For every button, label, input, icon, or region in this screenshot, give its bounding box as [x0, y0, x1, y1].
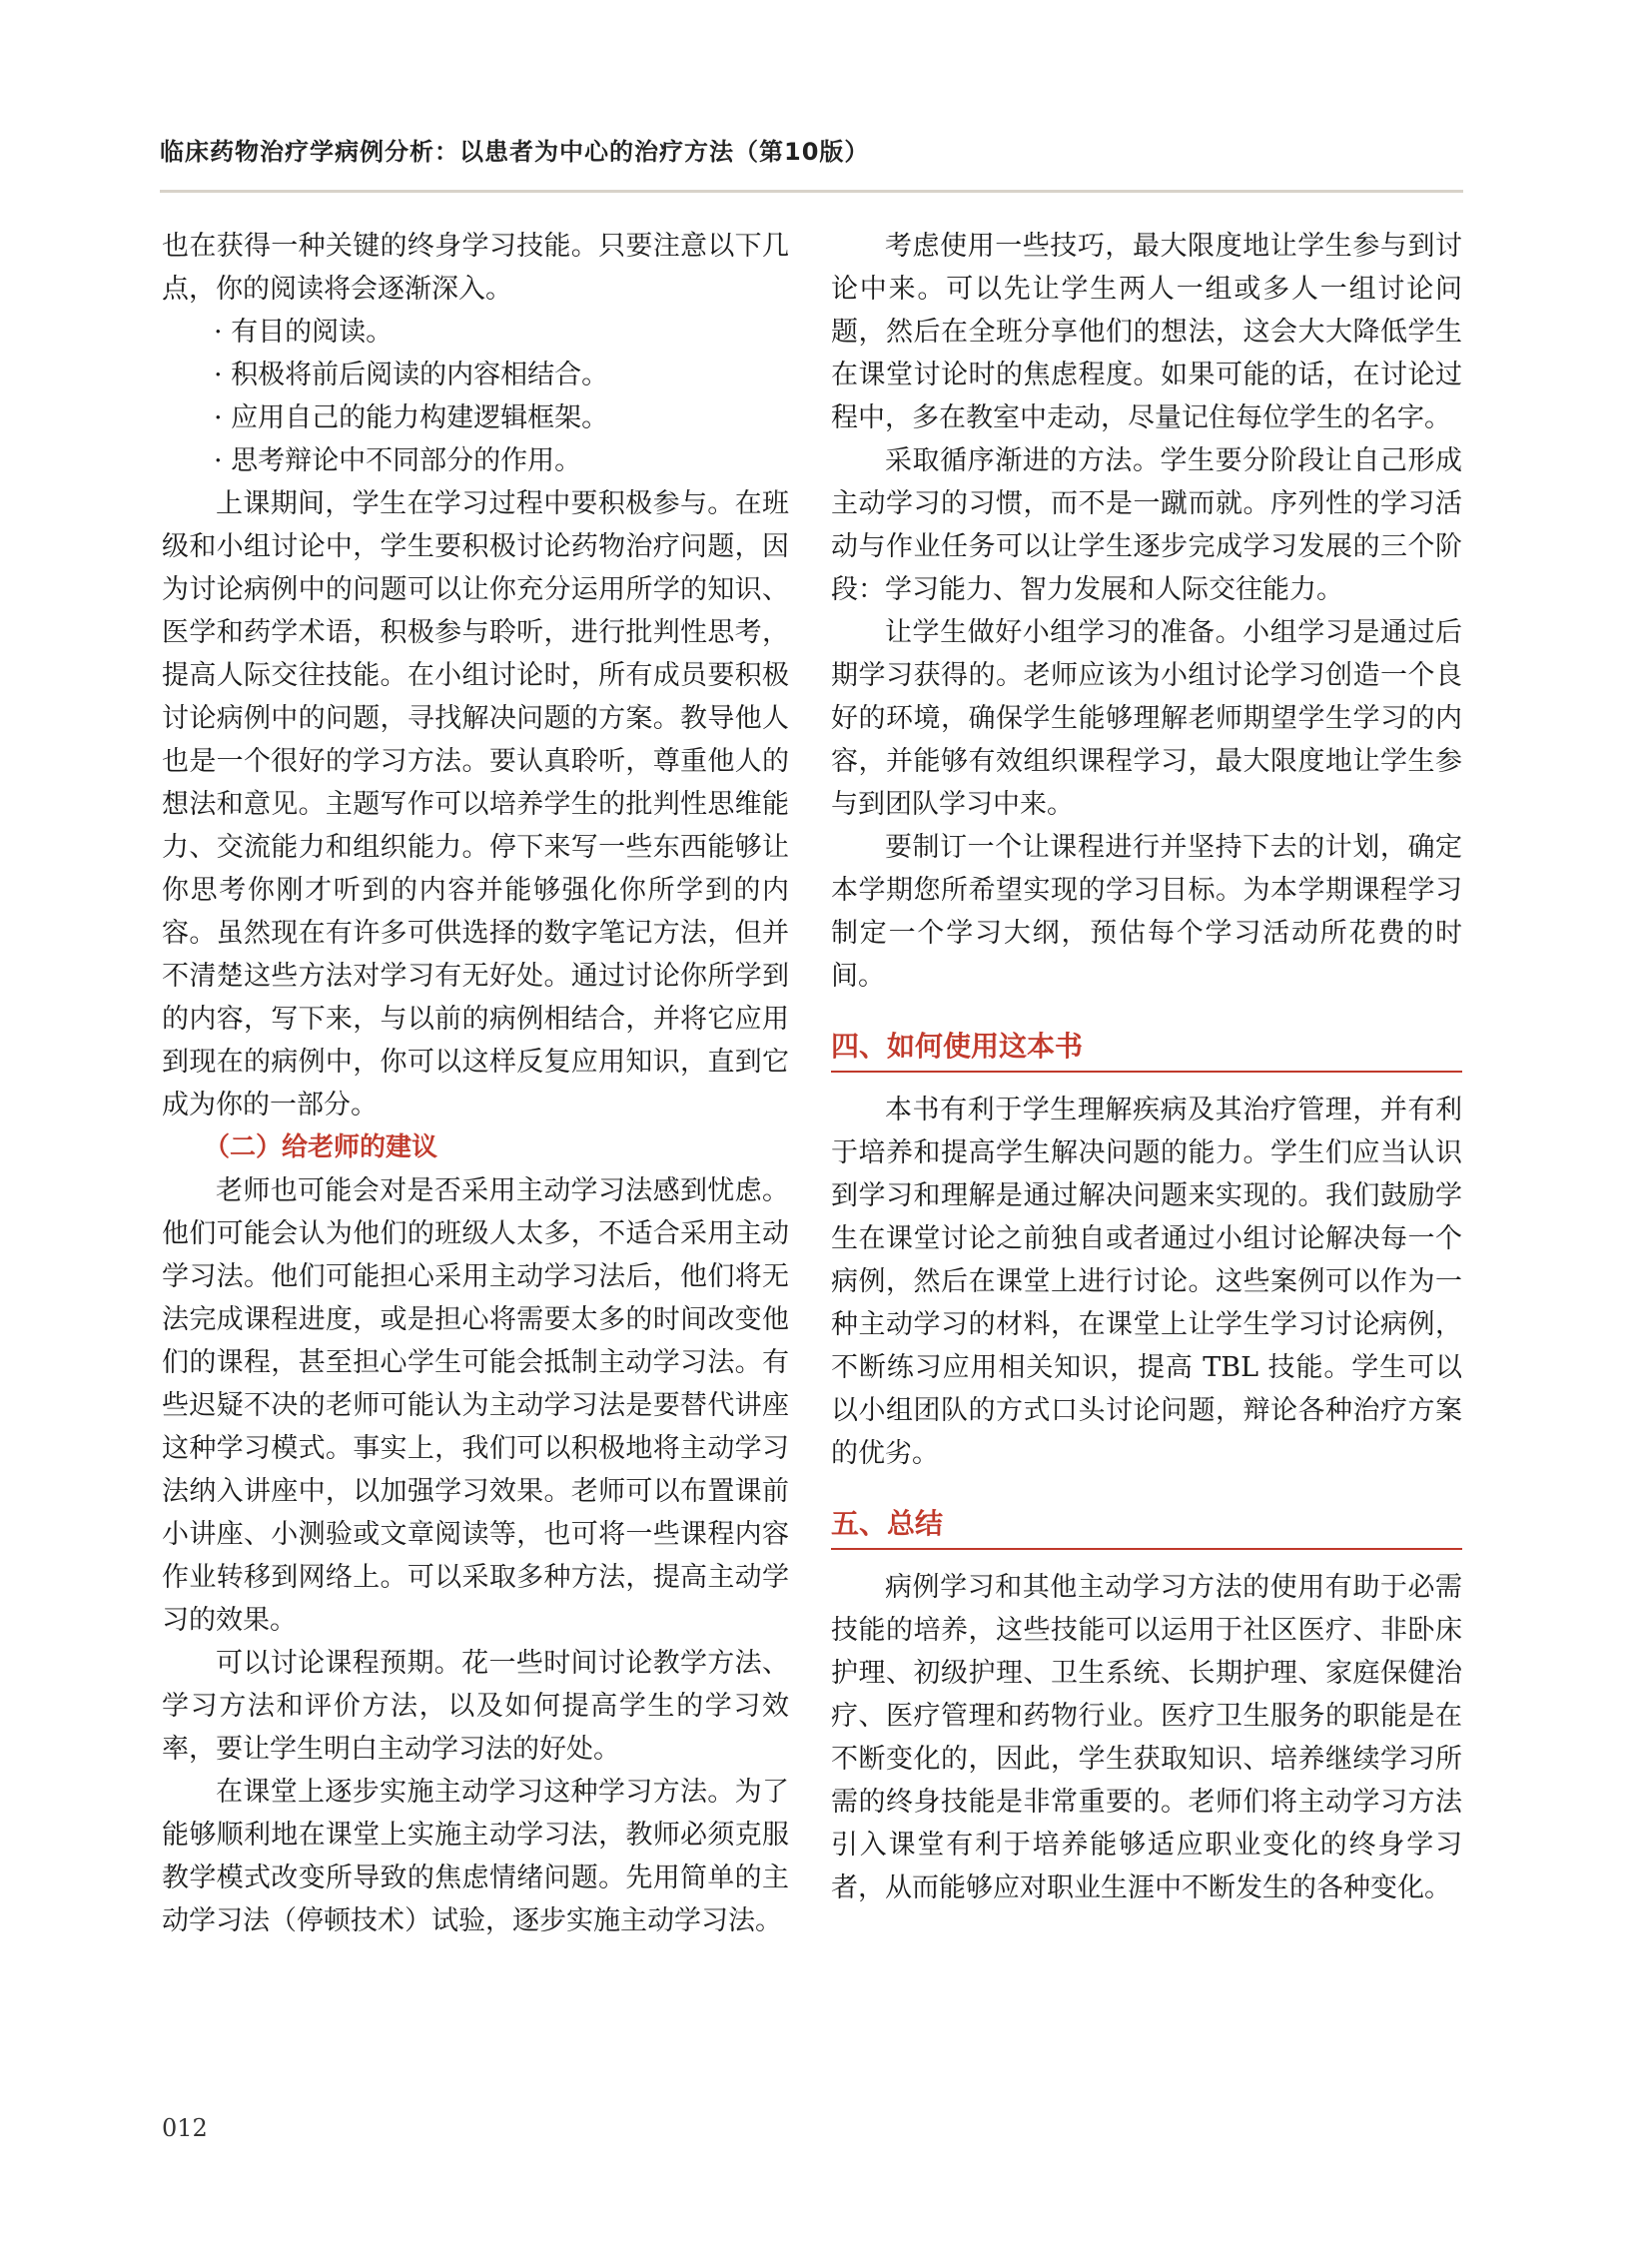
summary-paragraph: 病例学习和其他主动学习方法的使用有助于必需技能的培养，这些技能可以运用于社区医疗、非卧床护理、初级护理、卫生系统、长期护理、家庭保健治疗、医疗管理和药物行业。医疗卫生服务的职能是在不断变化的，因此，学生获取知识、培养继续学习所需的终身技能是非常重要的。老师们将主动学习方法引入课堂有利于培养能够适应职业变化的终身学习者，从而能够应对职业生涯中不断发生的各种变化。: [831, 1572, 1462, 1903]
teacher-advice-subheading: （二）给老师的建议: [204, 1132, 438, 1162]
section-5-heading: [831, 1503, 1462, 1550]
header-divider: [160, 190, 1463, 193]
engagement-tips-paragraph: 考虑使用一些技巧，最大限度地让学生参与到讨论中来。可以先让学生两人一组或多人一组讨论问题，然后在全班分享他们的想法，这会大大降低学生在课堂讨论时的焦虑程度。如果可能的话，在讨论过程中，多在教室中走动，尽量记住每位学生的名字。: [831, 231, 1462, 433]
list-item: · 有目的阅读。: [214, 311, 789, 354]
page-number: 012: [162, 2114, 208, 2142]
list-item: · 思考辩论中不同部分的作用。: [214, 439, 789, 482]
reading-tips-list: [162, 311, 789, 482]
course-expectation-paragraph: 可以讨论课程预期。花一些时间讨论教学方法、学习方法和评价方法，以及如何提高学生的学习效率，要让学生明白主动学习法的好处。: [162, 1648, 789, 1765]
course-plan-paragraph: 要制订一个让课程进行并坚持下去的计划，确定本学期您所希望实现的学习目标。为本学期课程学习制定一个学习大纲，预估每个学习活动所花费的时间。: [831, 832, 1462, 992]
list-item: · 积极将前后阅读的内容相结合。: [214, 354, 789, 396]
intro-paragraph: 也在获得一种关键的终身学习技能。只要注意以下几点，你的阅读将会逐渐深入。: [162, 231, 789, 305]
section-4-title: 四、如何使用这本书: [831, 1030, 1084, 1063]
class-participation-paragraph: 上课期间，学生在学习过程中要积极参与。在班级和小组讨论中，学生要积极讨论药物治疗问题，因为讨论病例中的问题可以让你充分运用所学的知识、医学和药学术语，积极参与聆听，进行批判性思考，提高人际交往技能。在小组讨论时，所有成员要积极讨论病例中的问题，寻找解决问题的方案。教导他人也是一个很好的学习方法。要认真聆听，尊重他人的想法和意见。主题写作可以培养学生的批判性思维能力、交流能力和组织能力。停下来写一些东西能够让你思考你刚才听到的内容并能够强化你所学到的内容。虽然现在有许多可供选择的数字笔记方法，但并不清楚这些方法对学习有无好处。通过讨论你所学到的内容，写下来，与以前的病例相结合，并将它应用到现在的病例中，你可以这样反复应用知识，直到它成为你的一部分。: [162, 488, 789, 1121]
group-learning-paragraph: 让学生做好小组学习的准备。小组学习是通过后期学习获得的。老师应该为小组讨论学习创造一个良好的环境，确保学生能够理解老师期望学生学习的内容，并能够有效组织课程学习，最大限度地让学生参与到团队学习中来。: [831, 617, 1462, 820]
section-4-heading: [831, 1026, 1462, 1073]
how-to-use-paragraph: 本书有利于学生理解疾病及其治疗管理，并有利于培养和提高学生解决问题的能力。学生们应当认识到学习和理解是通过解决问题来实现的。我们鼓励学生在课堂讨论之前独自或者通过小组讨论解决每一个病例，然后在课堂上进行讨论。这些案例可以作为一种主动学习的材料，在课堂上让学生学习讨论病例，不断练习应用相关知识，提高 TBL 技能。学生可以以小组团队的方式口头讨论问题，辩论各种治疗方案的优劣。: [831, 1095, 1462, 1469]
section-5-title: 五、总结: [831, 1507, 944, 1540]
right-column: [831, 225, 1462, 1909]
teacher-concern-paragraph: 老师也可能会对是否采用主动学习法感到忧虑。他们可能会认为他们的班级人太多，不适合采用主动学习法。他们可能担心采用主动学习法后，他们将无法完成课程进度，或是担心将需要太多的时间改变他们的课程，甚至担心学生可能会抵制主动学习法。有些迟疑不决的老师可能认为主动学习法是要替代讲座这种学习模式。事实上，我们可以积极地将主动学习法纳入讲座中，以加强学习效果。老师可以布置课前小讲座、小测验或文章阅读等，也可将一些课程内容作业转移到网络上。可以采取多种方法，提高主动学习的效果。: [162, 1175, 789, 1636]
running-header: 临床药物治疗学病例分析：以患者为中心的治疗方法（第10版）: [160, 138, 870, 166]
gradual-implementation-paragraph: 在课堂上逐步实施主动学习这种学习方法。为了能够顺利地在课堂上实施主动学习法，教师必须克服教学模式改变所导致的焦虑情绪问题。先用简单的主动学习法（停顿技术）试验，逐步实施主动学习法。: [162, 1777, 789, 1936]
list-item: · 应用自己的能力构建逻辑框架。: [214, 396, 789, 439]
stepwise-approach-paragraph: 采取循序渐进的方法。学生要分阶段让自己形成主动学习的习惯，而不是一蹴而就。序列性的学习活动与作业任务可以让学生逐步完成学习发展的三个阶段：学习能力、智力发展和人际交往能力。: [831, 445, 1462, 605]
left-column: [162, 225, 789, 1942]
